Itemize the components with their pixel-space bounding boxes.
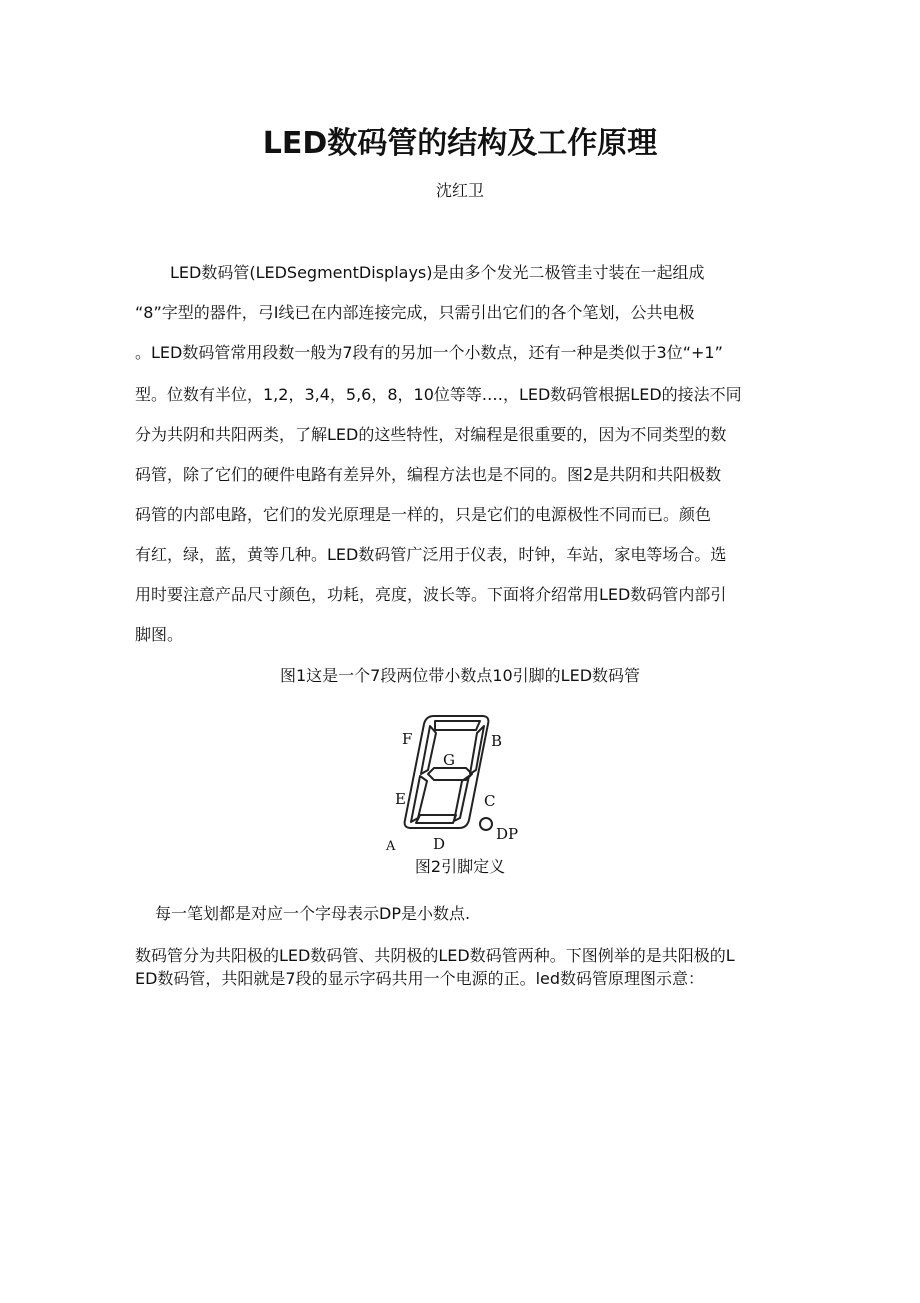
figure2-caption: 图2引脚定义 [414, 857, 506, 876]
seven-segment-diagram [380, 708, 530, 856]
label-d: D [433, 835, 446, 853]
label-c: C [484, 792, 496, 810]
paragraph-line: 有红，绿，蓝，黄等几种。LED数码管广泛用于仪表，时钟，车站，家电等场合。选 [135, 545, 727, 564]
digit-outline [405, 716, 489, 828]
paragraph-line: ED数码管，共阳就是7段的显示字码共用一个电源的正。led数码管原理图示意： [135, 969, 705, 988]
figure1-caption: 图1这是一个7段两位带小数点10引脚的LED数码管 [279, 666, 641, 685]
paragraph-line: LED数码管(LEDSegmentDisplays)是由多个发光二极管圭寸装在一起组成 [170, 263, 705, 282]
document-title: LED数码管的结构及工作原理 [262, 126, 658, 161]
decimal-point [480, 818, 492, 830]
paragraph-line: 每一笔划都是对应一个字母表示DP是小数点. [155, 904, 471, 923]
paragraph-line: 数码管分为共阳极的LED数码管、共阴极的LED数码管两种。下图例举的是共阳极的L [135, 946, 735, 965]
paragraph-line: 码管的内部电路，它们的发光原理是一样的，只是它们的电源极性不同而已。颜色 [135, 505, 712, 524]
document-author: 沈红卫 [435, 181, 484, 200]
paragraph-line: 码管，除了它们的硬件电路有差异外，编程方法也是不同的。图2是共阴和共阳极数 [135, 465, 722, 484]
label-e: E [395, 790, 406, 808]
label-dp: DP [496, 825, 519, 843]
label-a: A [386, 839, 396, 854]
paragraph-line: 。LED数码管常用段数一般为7段有的另加一个小数点，还有一种是类似于3位“+1” [135, 343, 723, 362]
seven-segment-figure [380, 708, 530, 856]
paragraph-line: “8”字型的器件，弓I线已在内部连接完成，只需引出它们的各个笔划，公共电极 [135, 303, 695, 322]
paragraph-line: 脚图。 [135, 625, 184, 644]
segment-upper-left [421, 726, 436, 774]
label-f: F [402, 730, 413, 748]
label-g: G [443, 751, 455, 769]
segment-top [435, 721, 480, 730]
paragraph-line: 用时要注意产品尺寸颜色，功耗，亮度，波长等。下面将介绍常用LED数码管内部引 [135, 585, 727, 604]
segment-bottom [416, 815, 456, 823]
paragraph-line: 分为共阴和共阳两类，了解LED的这些特性，对编程是很重要的，因为不同类型的数 [135, 425, 727, 444]
label-b: B [491, 732, 503, 750]
paragraph-line: 型。位数有半位，1,2，3,4，5,6，8，10位等等.…，LED数码管根据LED的接法不同 [135, 385, 742, 404]
